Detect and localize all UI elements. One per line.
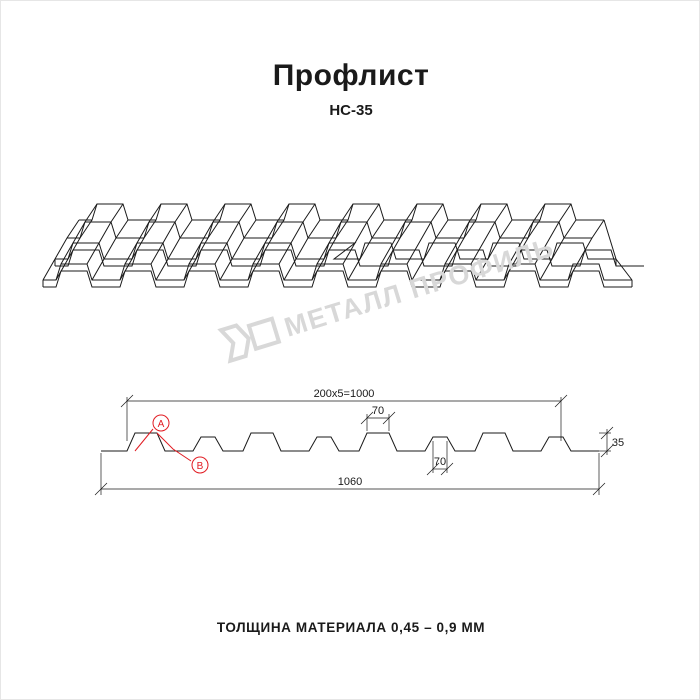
dimension-rib-top (361, 405, 395, 431)
dimension-rib-bottom-label: 70 (433, 456, 447, 468)
model-subtitle: НС-35 (329, 102, 373, 119)
cross-section-view (91, 381, 625, 511)
cross-section-drawing (91, 381, 625, 511)
isometric-drawing (61, 176, 641, 321)
profile-outline (101, 433, 599, 451)
iso-sheet-body (43, 204, 644, 287)
watermark-text: МЕТАЛЛ ПРОФИЛЬ (280, 231, 558, 343)
watermark-logo-icon (221, 315, 280, 361)
dimension-height-label: 35 (611, 437, 625, 449)
callout-a-label: A (157, 419, 165, 430)
material-thickness-note: ТОЛЩИНА МАТЕРИАЛА 0,45 – 0,9 ММ (216, 620, 486, 635)
dimension-rib-bottom (427, 441, 453, 475)
dimension-rib-top-label: 70 (371, 405, 385, 417)
page-title: Профлист (272, 59, 430, 92)
dimension-height (599, 427, 624, 457)
dimension-overall-width-label: 1060 (337, 476, 363, 488)
dimension-pitch-total-label: 200х5=1000 (313, 388, 375, 400)
dimension-overall-width (95, 453, 605, 495)
isometric-view (61, 176, 641, 321)
callout-b-label: B (196, 461, 204, 472)
